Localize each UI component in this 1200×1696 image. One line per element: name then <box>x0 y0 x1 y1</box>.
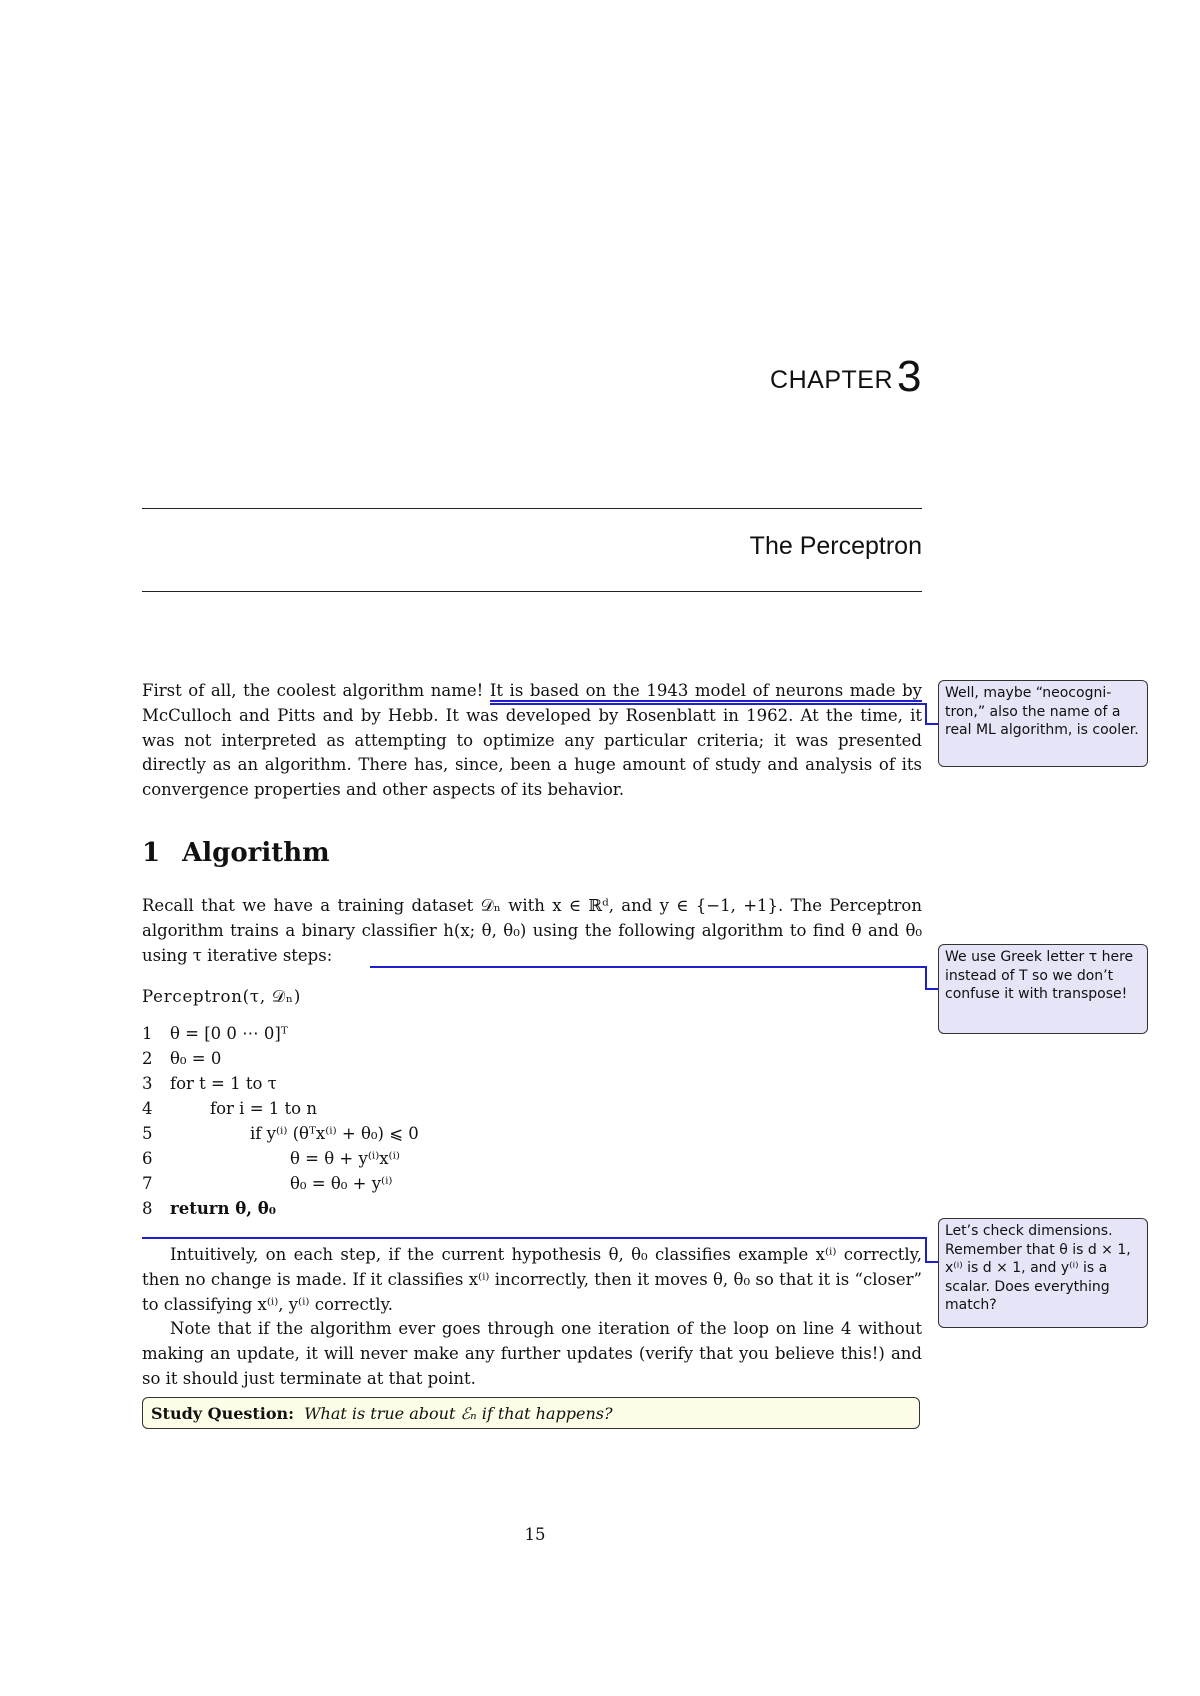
line-number: 3 <box>142 1074 153 1093</box>
section-heading <box>142 838 330 868</box>
margin-note-dimensions: Let’s check dimensions. Remember that θ is d × 1, x⁽ⁱ⁾ is d × 1, and y⁽ⁱ⁾ is a scalar. Does everything match? <box>938 1218 1148 1328</box>
chapter-title: The Perceptron <box>749 532 922 560</box>
algorithm-line <box>142 1197 742 1222</box>
section-number: 1 <box>142 838 161 868</box>
line-code: θ₀ = θ₀ + y⁽ⁱ⁾ <box>290 1174 393 1193</box>
top-rule <box>142 508 922 509</box>
study-question-text: What is true about ℰₙ if that happens? <box>304 1404 613 1423</box>
line-code: θ = [0 0 ⋯ 0]ᵀ <box>170 1024 288 1043</box>
chapter-number: 3 <box>897 352 922 401</box>
intro-lead: First of all, the coolest algorithm name! <box>142 681 484 700</box>
page-number: 15 <box>524 1525 546 1544</box>
line-code: θ₀ = 0 <box>170 1049 222 1068</box>
margin-note-tau: We use Greek letter τ here instead of T so we don’t confuse it with transpose! <box>938 944 1148 1034</box>
explanation-paragraph-2: Note that if the algorithm ever goes through one iteration of the loop on line 4 without making an update, it will never make any further updates (verify that you believe this!) and so it should just terminate at that point. <box>142 1319 922 1388</box>
line-number: 8 <box>142 1199 153 1218</box>
chapter-label: CHAPTER <box>770 366 894 394</box>
algorithm-line <box>142 1122 742 1147</box>
line-code: for t = 1 to τ <box>170 1074 277 1093</box>
algorithm-line <box>142 1072 742 1097</box>
algorithm-name: Perceptron(τ, 𝒟ₙ) <box>142 987 302 1006</box>
explanation-paragraph-1: Intuitively, on each step, if the current hypothesis θ, θ₀ classifies example x⁽ⁱ⁾ correctly, then no change is made. If it classifies x⁽ⁱ⁾ incorrectly, then it moves θ, θ₀ so that it is “closer” to classifying x⁽ⁱ⁾, y⁽ⁱ⁾ correctly. <box>142 1245 922 1314</box>
bottom-rule <box>142 591 922 592</box>
chapter-heading <box>770 352 922 402</box>
line-number: 2 <box>142 1049 153 1068</box>
line-number: 6 <box>142 1149 153 1168</box>
algorithm-line <box>142 1172 742 1197</box>
study-question-box <box>142 1397 920 1429</box>
intro-highlight: It is based on the 1943 model of neurons made by <box>489 681 923 700</box>
line-number: 4 <box>142 1099 153 1118</box>
algorithm-line <box>142 1097 742 1122</box>
study-question-label: Study Question: <box>151 1404 295 1423</box>
line-code: θ = θ + y⁽ⁱ⁾x⁽ⁱ⁾ <box>290 1149 400 1168</box>
line-number: 5 <box>142 1124 153 1143</box>
recall-paragraph: Recall that we have a training dataset 𝒟ₙ with x ∈ ℝᵈ, and y ∈ {−1, +1}. The Perceptron algorithm trains a binary classifier h(x; θ, θ₀) using the following algorithm to find θ and θ₀ using τ iterative steps: <box>142 896 922 965</box>
algorithm-line <box>142 1147 742 1172</box>
section-title: Algorithm <box>182 838 330 868</box>
line-code: return θ, θ₀ <box>170 1199 276 1218</box>
intro-rest: McCulloch and Pitts and by Hebb. It was developed by Rosenblatt in 1962. At the time, it was not interpreted as attempting to optimize any particular criteria; it was presented directly as an algorithm. There has, since, been a huge amount of study and analysis of its convergence properties and other aspects of its behavior. <box>142 705 922 800</box>
line-code: for i = 1 to n <box>210 1099 317 1118</box>
line-number: 7 <box>142 1174 153 1193</box>
algorithm-line <box>142 1047 742 1072</box>
line-code: if y⁽ⁱ⁾ (θᵀx⁽ⁱ⁾ + θ₀) ⩽ 0 <box>250 1124 419 1143</box>
margin-note-neocognitron: Well, maybe “neocogni-tron,” also the name of a real ML algorithm, is cooler. <box>938 680 1148 767</box>
intro-paragraph <box>142 679 922 803</box>
line-number: 1 <box>142 1024 153 1043</box>
explanation-block <box>142 1243 922 1392</box>
algorithm-line <box>142 1022 742 1047</box>
connector-tau <box>370 967 938 989</box>
